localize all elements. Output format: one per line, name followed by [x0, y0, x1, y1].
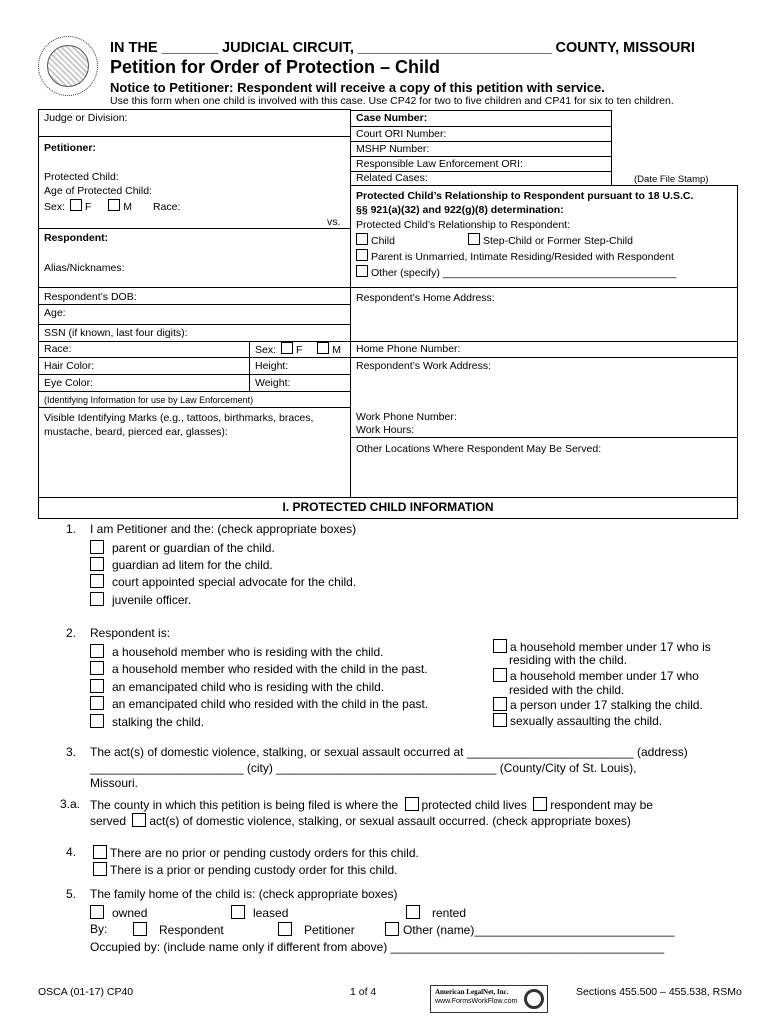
q2-left-option-4[interactable]: an emancipated child who resided with the child in the past.	[90, 696, 428, 712]
child-sex-f-checkbox[interactable]	[70, 199, 82, 211]
q2-right-2-checkbox[interactable]	[493, 668, 507, 682]
q2-text: Respondent is:	[90, 626, 171, 640]
child-sex-field: Sex: F M Race:	[44, 201, 181, 213]
rel-other-option[interactable]: Other (specify) ________________________________________	[356, 265, 676, 280]
q3-number: 3.	[66, 745, 77, 759]
respondent-race-label: Race:	[44, 343, 72, 355]
american-legalnet-logo: American LegalNet, Inc. www.FormsWorkFlow.com	[430, 985, 548, 1013]
rel-child-checkbox[interactable]	[356, 233, 368, 245]
q5-by-label: By:	[90, 922, 108, 936]
q5-text: The family home of the child is: (check appropriate boxes)	[90, 887, 398, 901]
q4-exists-checkbox[interactable]	[93, 862, 107, 876]
q1-gal-checkbox[interactable]	[90, 557, 104, 571]
q3-line-2: _______________________ (city) _________________________________ (County/City of St. Louis),	[90, 761, 637, 775]
q5-leased-option[interactable]: leased	[231, 905, 288, 921]
q1-parent-checkbox[interactable]	[90, 540, 104, 554]
q4-option-exists[interactable]: There is a prior or pending custody order for this child.	[93, 862, 397, 878]
q3a-line-1: The county in which this petition is being filed is where the protected child lives respondent may be	[90, 798, 653, 812]
eye-color-label: Eye Color:	[44, 377, 94, 389]
date-file-stamp: (Date File Stamp)	[634, 174, 709, 185]
ssn-label: SSN (if known, last four digits):	[44, 327, 188, 339]
law-enforcement-ori-label: Responsible Law Enforcement ORI:	[356, 158, 523, 170]
q5-occupied-by: Occupied by: (include name only if different from above) _________________________________________	[90, 940, 665, 954]
rel-step-child-option[interactable]: Step-Child or Former Step-Child	[468, 233, 633, 248]
q3a-acts-occurred-checkbox[interactable]	[132, 813, 146, 827]
q2-number: 2.	[66, 626, 77, 640]
q5-leased-checkbox[interactable]	[231, 905, 245, 919]
q3a-respondent-served-checkbox[interactable]	[533, 797, 547, 811]
q3-line-1: The act(s) of domestic violence, stalking, or sexual assault occurred at _________________________ (address)	[90, 745, 688, 759]
home-phone-label: Home Phone Number:	[356, 343, 461, 355]
identifying-marks-line1: Visible Identifying Marks (e.g., tattoos, birthmarks, braces,	[44, 412, 314, 424]
relationship-title-2: §§ 921(a)(32) and 922(g)(8) determination:	[356, 204, 564, 216]
respondent-age-label: Age:	[44, 307, 66, 319]
relationship-title-1: Protected Child’s Relationship to Respondent pursuant to 18 U.S.C.	[356, 190, 694, 202]
form-title: Petition for Order of Protection – Child	[110, 57, 441, 77]
law-enforcement-note: (Identifying Information for use by Law Enforcement)	[44, 395, 254, 405]
q2-right-option-2[interactable]: a household member under 17 who	[493, 668, 699, 684]
vs-label: vs.	[327, 216, 341, 228]
q4-none-checkbox[interactable]	[93, 845, 107, 859]
q2-right-option-4[interactable]: sexually assaulting the child.	[493, 713, 662, 729]
q1-option-gal[interactable]: guardian ad litem for the child.	[90, 557, 273, 573]
rel-child-option[interactable]: Child	[356, 233, 395, 248]
q1-casa-checkbox[interactable]	[90, 574, 104, 588]
judge-division-label: Judge or Division:	[44, 112, 128, 124]
q4-option-none[interactable]: There are no prior or pending custody orders for this child.	[93, 845, 419, 861]
child-sex-m-checkbox[interactable]	[108, 199, 120, 211]
rel-parent-checkbox[interactable]	[356, 249, 368, 261]
rel-other-checkbox[interactable]	[356, 265, 368, 277]
q2-left-option-3[interactable]: an emancipated child who is residing with the child.	[90, 679, 384, 695]
q1-option-juvenile[interactable]: juvenile officer.	[90, 592, 191, 608]
respondent-dob-label: Respondent’s DOB:	[44, 291, 137, 303]
respondent-sex-m-checkbox[interactable]	[317, 342, 329, 354]
q4-number: 4.	[66, 845, 77, 859]
q5-number: 5.	[66, 887, 77, 901]
q5-petitioner-option[interactable]: Petitioner	[278, 922, 355, 938]
q2-left-1-checkbox[interactable]	[90, 644, 104, 658]
identifying-marks-line2: mustache, beard, pierced ear, glasses):	[44, 426, 228, 438]
work-phone-label: Work Phone Number:	[356, 411, 457, 423]
q5-petitioner-checkbox[interactable]	[278, 922, 292, 936]
form-id: OSCA (01-17) CP40	[38, 986, 134, 998]
q2-left-4-checkbox[interactable]	[90, 696, 104, 710]
q3a-number: 3.a.	[60, 797, 81, 811]
case-number-label: Case Number:	[356, 112, 428, 124]
alias-nicknames-label: Alias/Nicknames:	[44, 262, 125, 274]
other-locations-label: Other Locations Where Respondent May Be Served:	[356, 443, 602, 455]
weight-label: Weight:	[255, 377, 291, 389]
rel-step-child-checkbox[interactable]	[468, 233, 480, 245]
q5-owned-checkbox[interactable]	[90, 905, 104, 919]
q5-owned-option[interactable]: owned	[90, 905, 147, 921]
q2-right-option-3[interactable]: a person under 17 stalking the child.	[493, 697, 703, 713]
q2-right-4-checkbox[interactable]	[493, 713, 507, 727]
section-heading: I. PROTECTED CHILD INFORMATION	[282, 500, 494, 514]
statute-sections: Sections 455.500 – 455.538, RSMo	[576, 986, 742, 998]
q5-rented-checkbox[interactable]	[406, 905, 420, 919]
q1-text: I am Petitioner and the: (check appropriate boxes)	[90, 522, 357, 536]
height-label: Height:	[255, 360, 289, 372]
q3a-child-lives-checkbox[interactable]	[405, 797, 419, 811]
relationship-subtitle: Protected Child’s Relationship to Respondent:	[356, 219, 571, 231]
child-age-label: Age of Protected Child:	[44, 185, 152, 197]
rel-parent-option[interactable]: Parent is Unmarried, Intimate Residing/Resided with Respondent	[356, 249, 674, 264]
q2-right-3-checkbox[interactable]	[493, 697, 507, 711]
q2-left-3-checkbox[interactable]	[90, 679, 104, 693]
petitioner-label: Petitioner:	[44, 142, 96, 154]
q1-option-casa[interactable]: court appointed special advocate for the child.	[90, 574, 356, 590]
q5-respondent-option[interactable]: Respondent	[133, 922, 224, 938]
form-instructions: Use this form when one child is involved with this case. Use CP42 for two to five children and CP41 for six to ten children.	[110, 95, 674, 107]
related-cases-label: Related Cases:	[356, 172, 428, 184]
court-line: IN THE _______ JUDICIAL CIRCUIT, ________________________ COUNTY, MISSOURI	[110, 40, 695, 56]
q2-left-option-2[interactable]: a household member who resided with the child in the past.	[90, 661, 428, 677]
respondent-label: Respondent:	[44, 232, 109, 244]
notice-to-petitioner: Notice to Petitioner: Respondent will receive a copy of this petition with service.	[110, 80, 605, 95]
q5-other-option[interactable]: Other (name)______________________________	[385, 922, 675, 938]
court-ori-label: Court ORI Number:	[356, 128, 447, 140]
q5-rented-option[interactable]: rented	[406, 905, 466, 921]
respondent-sex-field: Sex: F M	[255, 344, 342, 356]
q2-right-1-checkbox[interactable]	[493, 639, 507, 653]
q1-option-parent[interactable]: parent or guardian of the child.	[90, 540, 275, 556]
q5-respondent-checkbox[interactable]	[133, 922, 147, 936]
q2-left-option-1[interactable]: a household member who is residing with the child.	[90, 644, 383, 660]
home-address-label: Respondent’s Home Address:	[356, 292, 495, 304]
hair-color-label: Hair Color:	[44, 360, 95, 372]
q2-left-5-checkbox[interactable]	[90, 714, 104, 728]
q2-right-option-2-cont: resided with the child.	[509, 683, 625, 697]
respondent-sex-f-checkbox[interactable]	[281, 342, 293, 354]
mshp-number-label: MSHP Number:	[356, 143, 430, 155]
q1-juvenile-checkbox[interactable]	[90, 592, 104, 606]
q5-other-checkbox[interactable]	[385, 922, 399, 936]
missouri-seal	[38, 36, 98, 96]
q2-right-option-1[interactable]: a household member under 17 who is	[493, 639, 711, 655]
work-address-label: Respondent’s Work Address:	[356, 360, 492, 372]
work-hours-label: Work Hours:	[356, 424, 415, 436]
q2-left-2-checkbox[interactable]	[90, 661, 104, 675]
page-number: 1 of 4	[350, 986, 377, 998]
q3a-line-2: served act(s) of domestic violence, stalking, or sexual assault occurred. (check appropriate boxes)	[90, 814, 631, 828]
protected-child-label: Protected Child:	[44, 171, 119, 183]
q1-number: 1.	[66, 522, 77, 536]
q2-right-option-1-cont: residing with the child.	[509, 653, 628, 667]
q3-line-3: Missouri.	[90, 776, 139, 790]
q2-left-option-5[interactable]: stalking the child.	[90, 714, 204, 730]
